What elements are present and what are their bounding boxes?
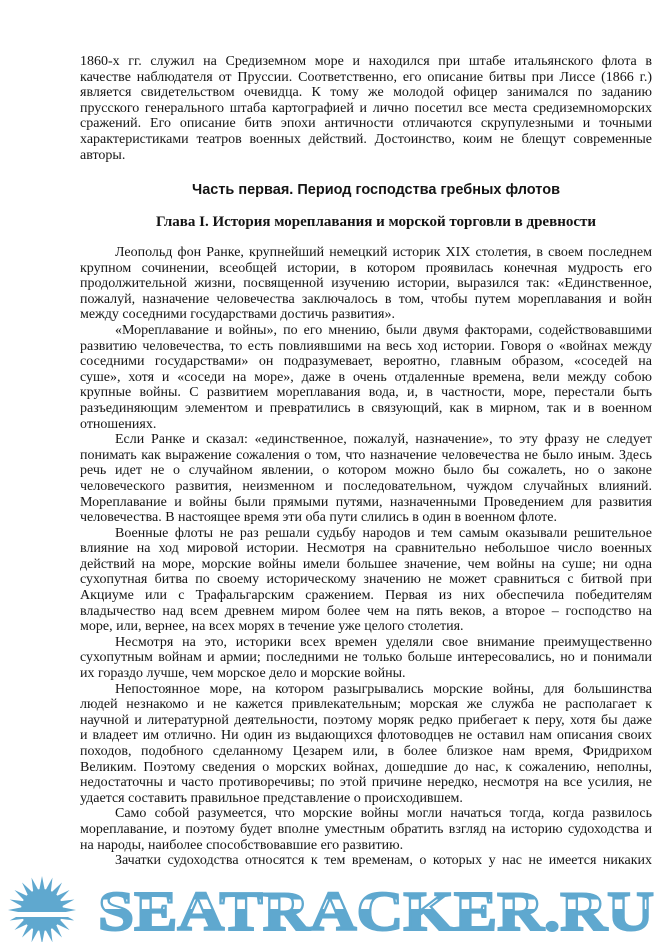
text-line: человеческого развития, неизменном и последовательном, чуждом случайных влияний.: [80, 478, 652, 494]
paragraph: [80, 853, 652, 869]
text-line: соседними государствами» он подразумевает, вероятно, главным образом, «соседей на: [80, 354, 652, 370]
paragraph: [80, 432, 652, 526]
text-line: отношениях.: [80, 416, 157, 432]
text-line: владычество над всем древнем миром более чем на пять веков, а второе – господство на: [80, 603, 652, 619]
text-line: «Мореплавание и войны», по его мнению, были двумя факторами, содействовавшими: [115, 322, 652, 338]
text-line: сражений. Его описание битв эпохи античности отличаются скрупулезными и точными: [80, 116, 652, 132]
paragraph: [80, 682, 652, 807]
sun-logo-icon: [8, 876, 76, 942]
text-line: действий на море, морские войны имели большее значение, чем войны на суше; ни одна: [80, 556, 652, 572]
text-line: и владеет им отлично. Ни один из выдающихся флотоводцев не оставил нам описания своих: [80, 728, 652, 744]
seatracker-watermark: [0, 872, 668, 942]
text-line: людей незнакомо и не кажется привлекательным; морская же служба не располагает к: [80, 697, 652, 713]
text-line: продолжительной жизни, посвященной изучению истории, выразился так: «Единственное,: [80, 276, 652, 292]
text-line: сухопутным войнам и армии; последними не только больше интересовались, но и понимали: [80, 650, 652, 666]
paragraph: [80, 245, 652, 323]
intro-paragraph: [80, 54, 652, 163]
text-line: Мореплавание и войны были прямыми путями, назначенными Проведением для развития: [80, 494, 652, 510]
paragraph: [80, 526, 652, 635]
text-line: мореплавание, и поэтому будет вполне уместным обратить взгляд на историю судоходства и: [80, 821, 652, 837]
text-line: Если Ранке и сказал: «единственное, пожалуй, назначение», то эту фразу не следует: [115, 432, 652, 448]
text-line: влияние на ход мировой истории. Несмотря на сравнительно небольшое число военных: [80, 541, 652, 557]
text-line: на народы, наиболее способствовавшие его развитию.: [80, 837, 404, 853]
text-line: является свидетельством очевидца. К тому же молодой офицер занимался по заданию: [80, 85, 652, 101]
chapter-title: Глава I. История мореплавания и морской торговли в древности: [155, 214, 597, 230]
text-line: авторы.: [80, 147, 126, 163]
text-line: сухопутная битва по своему историческому значению не может сравниться с битвой при: [80, 572, 652, 588]
text-line: развитию человечества, то есть повлиявшими на весь ход истории. Говоря о «войнах между: [80, 338, 652, 354]
text-line: Акциуме или с Трафальгарским сражением. Первая из них обеспечила победителям: [80, 588, 652, 604]
text-line: речь идет не о случайном явлении, о котором можно было бы сожалеть, но о законе: [80, 463, 652, 479]
chapter-body: [80, 245, 652, 869]
part-title: Часть первая. Период господства гребных флотов: [192, 182, 560, 198]
text-line: Само собой разумеется, что морские войны могли начаться тогда, когда развилось: [115, 806, 652, 822]
text-line: прусского генерального штаба картографией и лично посетил все места средиземноморских: [80, 100, 652, 116]
text-line: между соседними государствами достичь развития».: [80, 307, 395, 323]
text-line: научной и литературной деятельности, поэтому моряк редко прибегает к перу, хотя бы даже: [80, 712, 652, 728]
text-line: человечества. В настоящее время эти оба пути слились в один в военном флоте.: [80, 510, 557, 526]
text-line: Несмотря на это, историки всех времен уделяли свое внимание преимущественно: [115, 634, 652, 650]
text-line: крупные войны. С развитием мореплавания вода, и, в частности, море, перестали быть: [80, 385, 652, 401]
sun-ray: [39, 876, 45, 891]
text-line: удается составить правильное представление о происходившем.: [80, 790, 463, 806]
paragraph: [80, 635, 652, 682]
text-line: недостаточны и часто противоречивы; по этой причине нередко, несмотря на все усилия, не: [80, 775, 652, 791]
text-line: море, или, вернее, на всех морях в течение уже целого столетия.: [80, 619, 464, 635]
text-line: крупном сочинении, всеобщей истории, в котором проявилась конечная мудрость его: [80, 260, 652, 276]
text-line: Военные флоты не раз решали судьбу народов и тем самым оказывали решительное: [115, 525, 652, 541]
watermark-text: SEATRACKER.RU: [98, 881, 654, 942]
paragraph: [80, 806, 652, 853]
text-line: Непостоянное море, на котором разыгрывались морские войны, для большинства: [115, 681, 652, 697]
text-line: пожалуй, назначение человечества заключалось в том, чтобы путем мореплавания и войн: [80, 291, 652, 307]
text-line: их гораздо лучше, чем морское дело и морские войны.: [80, 666, 406, 682]
text-line: качестве наблюдателя от Пруссии. Соответственно, его описание битвы при Лиссе (1866 г.): [80, 69, 652, 85]
text-line: 1860-х гг. служил на Средиземном море и находился при штабе итальянского флота в: [80, 54, 652, 69]
text-line: Леопольд фон Ранке, крупнейший немецкий историк XIX столетия, в своем последнем: [115, 245, 652, 260]
text-line: понимать как выражение сожаления о том, что назначение человечества не было иным. Здесь: [80, 447, 652, 463]
text-line: характеристиками театров военных действий. Достоинство, коим не блещут современные: [80, 131, 652, 147]
text-line: Зачатки судоходства относятся к тем временам, о которых у нас не имеется никаких: [115, 853, 652, 869]
text-line: Великим. Поэтому сведения о морских войнах, дошедшие до нас, к сожалению, неполны,: [80, 759, 652, 775]
text-line: разъединяющим элементом и превратились в связующий, как в мирном, так и в военном: [80, 400, 652, 416]
text-line: суше», хотя и «соседи на море», даже в очень отдаленные времена, вели между собою: [80, 369, 652, 385]
text-line: походов, подобного сделанному Цезарем или, в более близкое нам время, Фридрихом: [80, 744, 652, 759]
paragraph: [80, 323, 652, 432]
